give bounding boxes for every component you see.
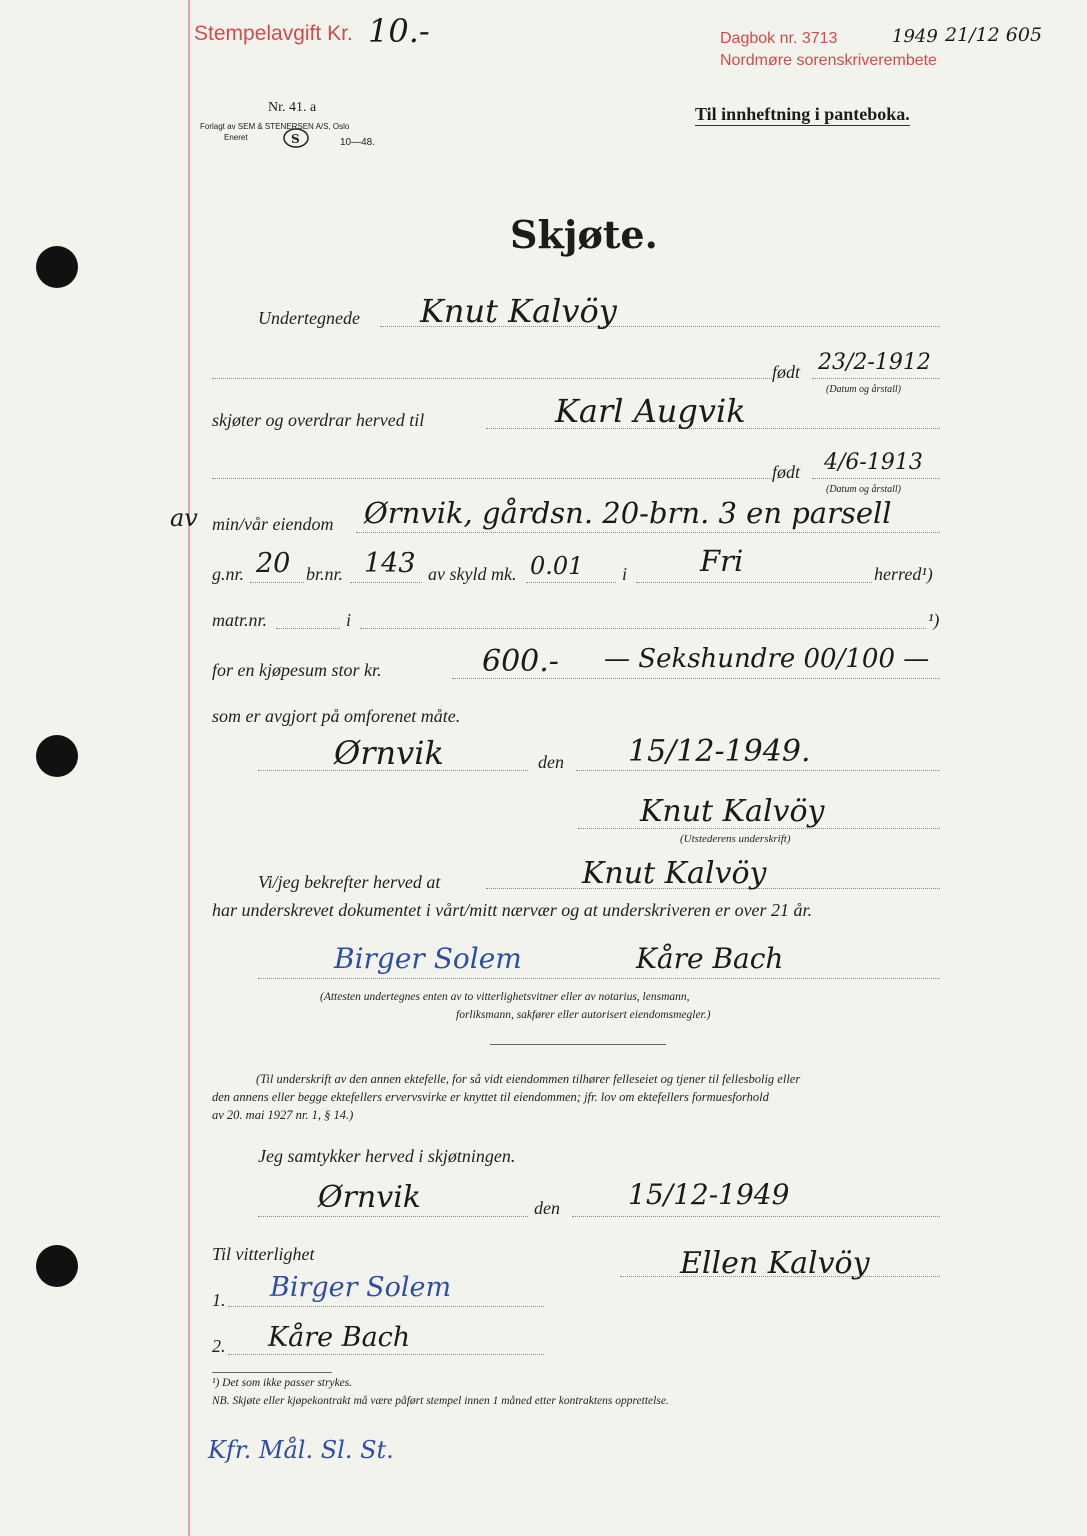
agreed-text: som er avgjort på omforenet måte. [212,706,461,726]
dotted-line [812,378,940,379]
spouse-signature: Ellen Kalvöy [680,1246,870,1281]
issuer-signature: Knut Kalvöy [640,794,825,829]
gnr-label: g.nr. [212,564,245,584]
filing-note: Til innheftning i panteboka. [695,104,910,124]
punch-hole [36,246,78,288]
signing-den-label: den [538,752,564,772]
property-value: Ørnvik, gårdsn. 20-brn. 3 en parsell [364,496,892,530]
witness-num-1: 1. [212,1290,226,1310]
stamp-court-name: Nordmøre sorenskriverembete [720,52,937,69]
skyld-value: 0.01 [530,552,584,580]
confirm-label: Vi/jeg bekrefter herved at [258,872,441,892]
divider [490,1044,666,1045]
witness-num-2: 2. [212,1336,226,1356]
dotted-line [250,582,304,583]
herred-value: Fri [700,544,744,578]
punch-hole [36,1245,78,1287]
gnr-value: 20 [256,548,291,579]
dotted-line [620,1276,940,1277]
buyer-value: Karl Augvik [555,392,746,430]
matr-i-label: i [346,610,352,630]
publisher-logo-icon [282,127,310,149]
dotted-line [228,1306,544,1307]
dotted-line [276,628,340,629]
date-hint: (Datum og årstall) [826,484,901,495]
confirm-value: Knut Kalvöy [582,856,767,891]
stamp-fee-value: 10.- [368,12,430,50]
spouse-witness-1: Birger Solem [270,1272,452,1303]
stamp-journal-year: 1949 [892,26,938,47]
dotted-line [350,582,422,583]
spouse-note-2: den annens eller begge ektefellers ervervsvirke er knyttet til eiendommen; jfr. lov om ektefellers formuesforhold [212,1090,769,1104]
dotted-line [360,628,926,629]
signing-date: 15/12-1949. [628,734,811,769]
date-hint: (Datum og årstall) [826,384,901,395]
stamp-journal-number: Dagbok nr. 3713 [720,30,838,47]
dotted-line [576,770,940,771]
issuer-caption: (Utstederens underskrift) [680,833,791,845]
born-value-seller: 23/2-1912 [818,350,931,375]
dotted-line [572,1216,940,1217]
spouse-note-3: av 20. mai 1927 nr. 1, § 14.) [212,1108,354,1122]
property-label: min/vår eiendom [212,514,334,534]
herred-label: herred¹) [874,564,933,584]
document-title: Skjøte. [510,212,658,257]
svg-text:S: S [291,132,300,146]
dotted-line [212,478,772,479]
handwritten-footer-note: Kfr. Mål. Sl. St. [208,1436,394,1464]
signing-place: Ørnvik [334,734,444,772]
dotted-line [636,582,872,583]
form-publisher: Forlagt av SEM & STENERSEN A/S, Oslo [200,122,350,131]
footnote: ¹) Det som ikke passer strykes. [212,1377,353,1389]
dotted-line [578,828,940,829]
spouse-den-label: den [534,1198,560,1218]
brnr-label: br.nr. [306,564,344,584]
dotted-line [258,1216,528,1217]
prefix-handwritten: av [170,504,198,532]
price-label: for en kjøpesum stor kr. [212,660,382,680]
attest-witness-2: Kåre Bach [636,942,784,975]
form-edition: 10—48. [340,137,376,148]
dotted-line [526,582,616,583]
undersigned-value: Knut Kalvöy [420,292,617,330]
price-words: — Sekshundre 00/100 — [604,644,930,674]
skyld-label: av skyld mk. [428,564,517,584]
matr-label: matr.nr. [212,610,268,630]
dotted-line [812,478,940,479]
brnr-value: 143 [364,548,416,579]
spouse-place: Ørnvik [318,1180,421,1215]
herred-i-label: i [622,564,628,584]
attest-witness-1: Birger Solem [334,942,522,975]
dotted-line [212,378,772,379]
witness-label: Til vitterlighet [212,1244,315,1264]
form-rights: Eneret [224,133,248,142]
stamp-fee-label: Stempelavgift Kr. [194,22,353,45]
dotted-line [258,978,940,979]
form-number: Nr. 41. a [268,100,317,115]
born-value-buyer: 4/6-1913 [824,450,923,475]
attest-note-2: forliksmann, sakfører eller autorisert eiendomsmegler.) [456,1009,711,1021]
spouse-note-1: (Til underskrift av den annen ektefelle, for så vidt eiendommen tilhører felleseiet og tjener til fellesbolig eller [256,1072,801,1086]
spouse-witness-2: Kåre Bach [268,1322,411,1353]
dotted-line [356,532,940,533]
price-value: 600.- [482,644,559,679]
punch-hole [36,735,78,777]
born-label: født [772,462,801,482]
margin-line [188,0,190,1536]
born-label: født [772,362,801,382]
transfer-label: skjøter og overdrar herved til [212,410,425,430]
dotted-line [228,1354,544,1355]
attest-note-1: (Attesten undertegnes enten av to vitterlighetsvitner eller av notarius, lensmann, [320,991,690,1003]
spouse-date: 15/12-1949 [628,1178,790,1211]
consent-text: Jeg samtykker herved i skjøtningen. [258,1146,516,1166]
attestation-statement: har underskrevet dokumentet i vårt/mitt nærvær og at underskriveren er over 21 år. [212,900,813,920]
stamp-journal-extra: 21/12 605 [945,24,1043,46]
nb-note: NB. Skjøte eller kjøpekontrakt må være påført stempel innen 1 måned etter kontraktens opprettelse. [212,1395,669,1407]
undersigned-label: Undertegnede [258,308,360,328]
footnote-rule [212,1372,332,1373]
matr-end: ¹) [928,610,940,630]
